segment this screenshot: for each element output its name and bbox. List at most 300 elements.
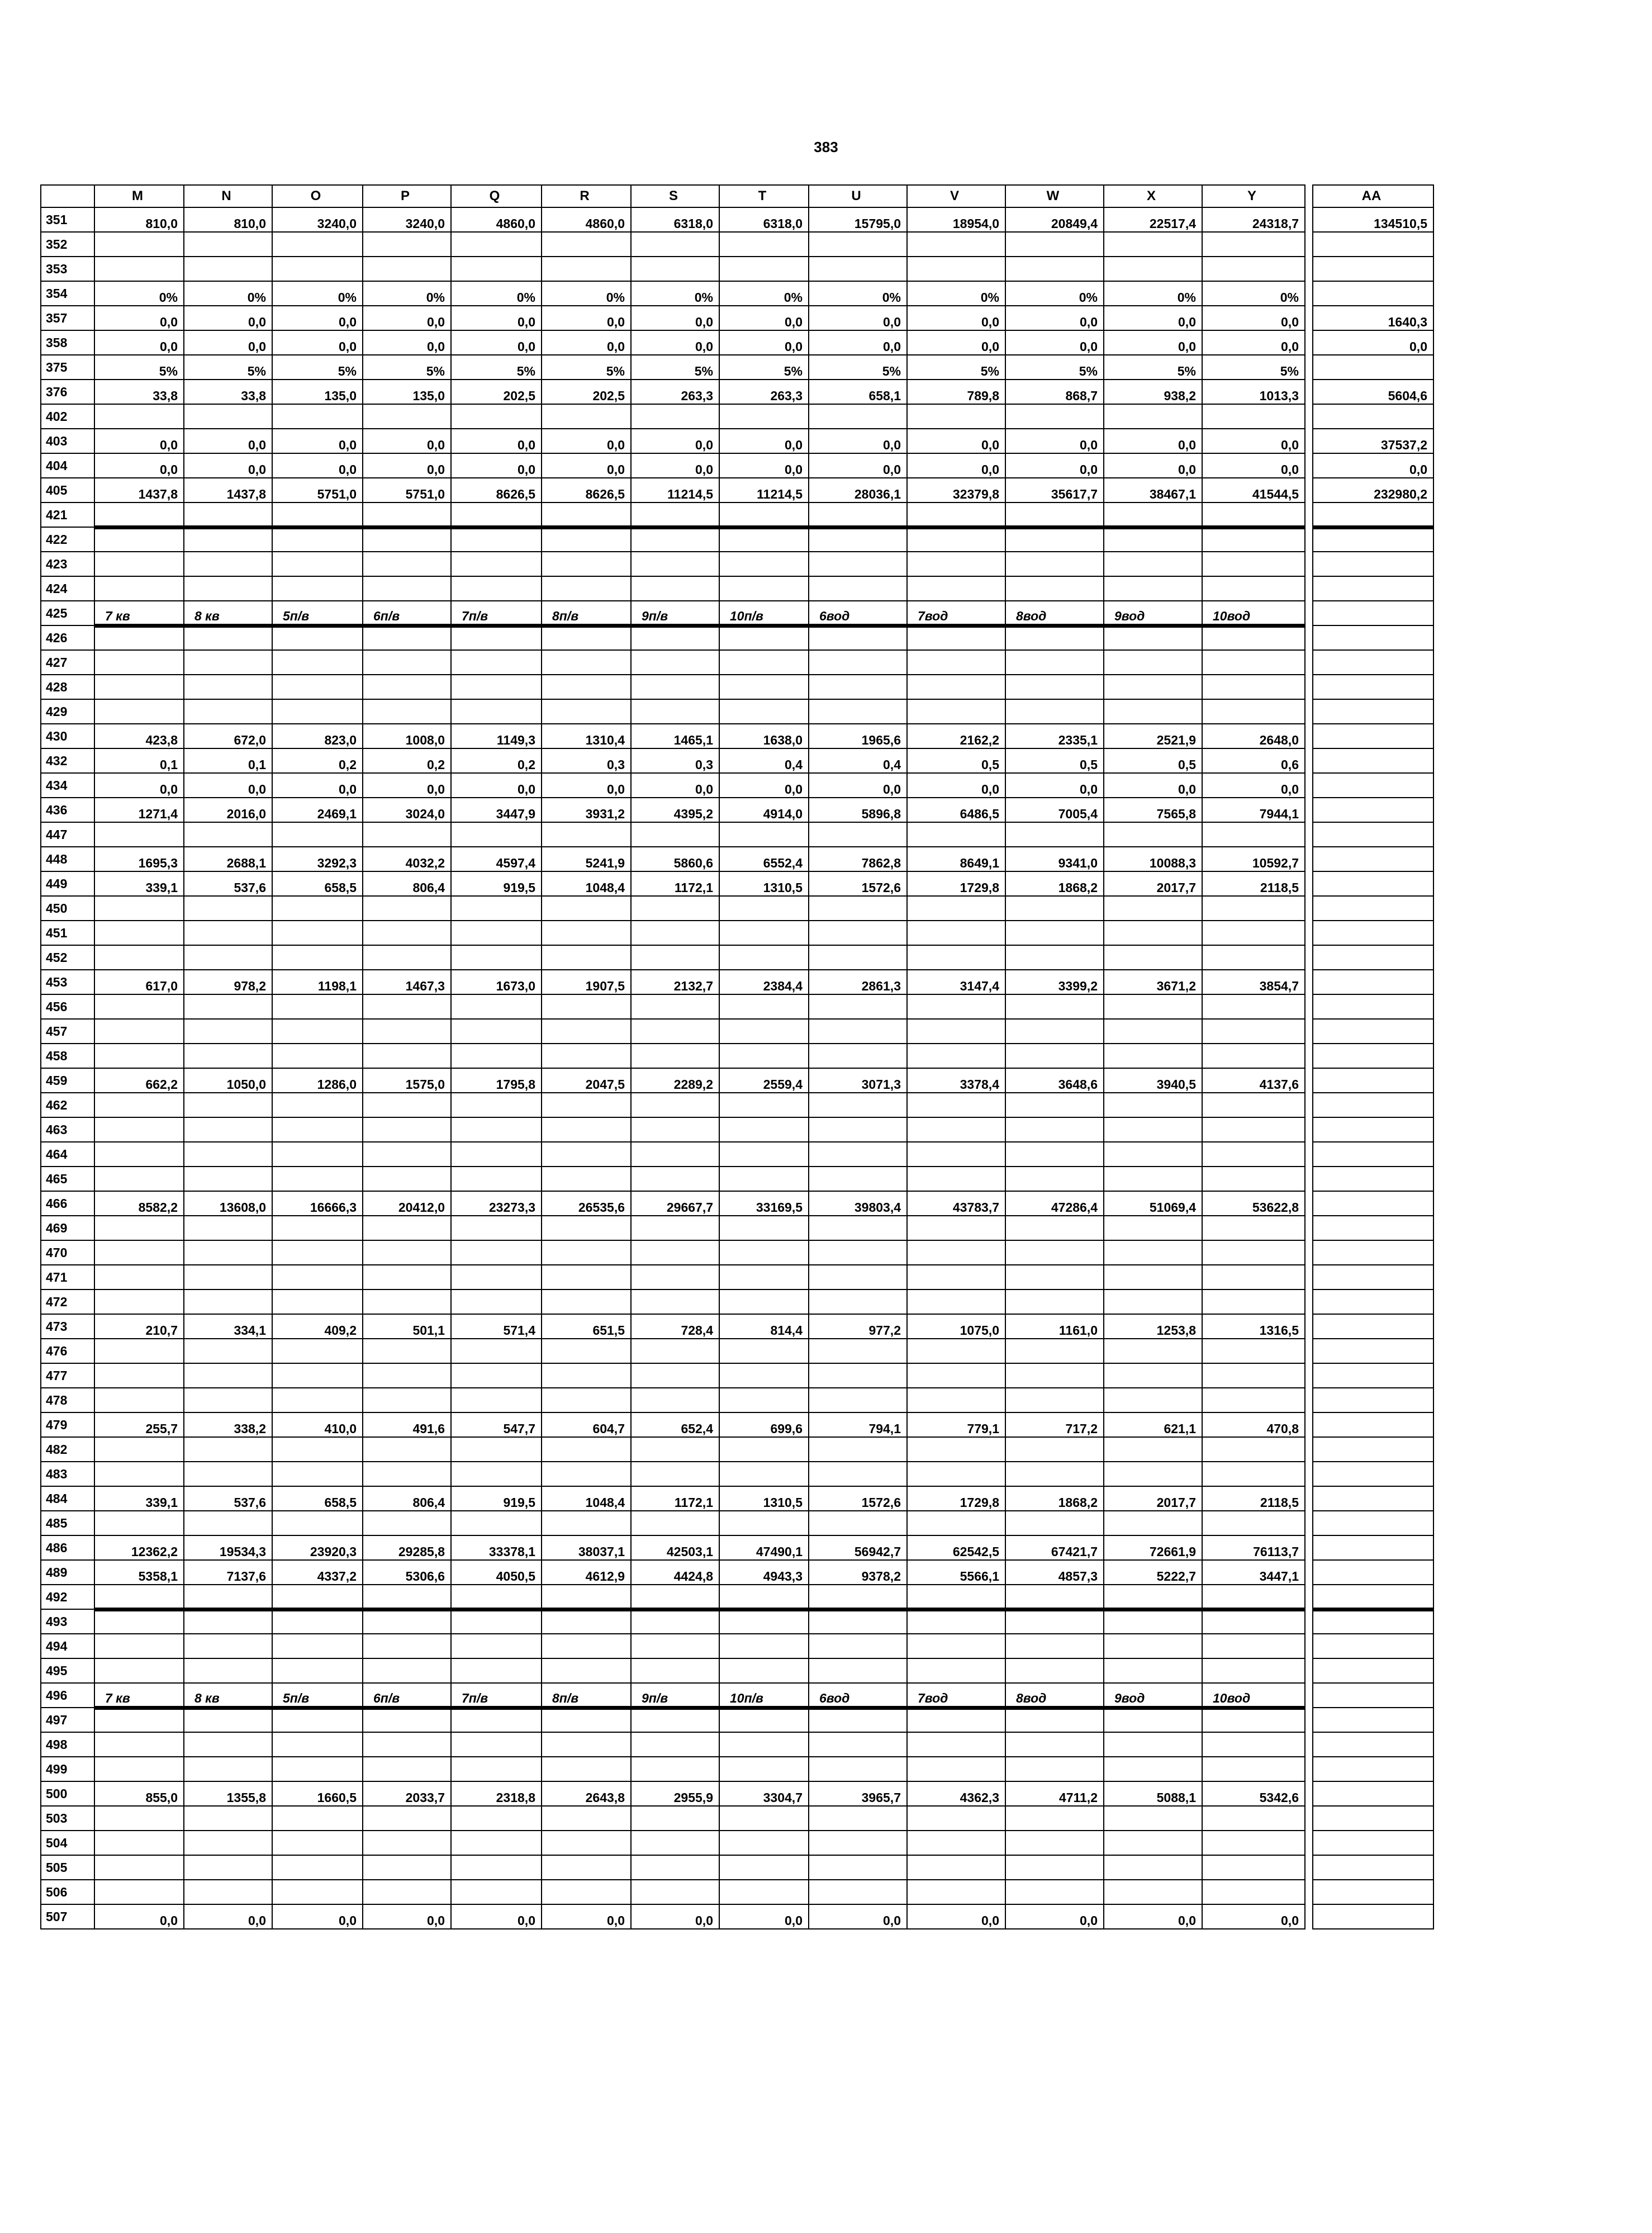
table-cell xyxy=(809,1044,907,1068)
table-cell xyxy=(809,1363,907,1388)
table-cell: 0,0 xyxy=(451,429,542,453)
table-cell: 0,0 xyxy=(94,330,184,355)
table-cell xyxy=(451,1240,542,1265)
table-cell xyxy=(907,257,1005,281)
column-gap xyxy=(1305,798,1313,822)
table-cell: 51069,4 xyxy=(1104,1191,1202,1216)
table-cell xyxy=(719,921,809,945)
table-row xyxy=(41,1412,1433,1437)
table-cell: 39803,4 xyxy=(809,1191,907,1216)
column-gap xyxy=(1305,1019,1313,1044)
table-cell xyxy=(94,675,184,699)
row-number: 470 xyxy=(41,1240,94,1265)
table-cell: 0,0 xyxy=(631,306,719,330)
table-cell xyxy=(1202,625,1305,650)
table-cell xyxy=(631,921,719,945)
table-row xyxy=(41,1388,1433,1412)
table-cell: 5% xyxy=(907,355,1005,380)
table-row xyxy=(41,1634,1433,1658)
table-cell-aa xyxy=(1313,724,1433,748)
table-cell: 0,0 xyxy=(907,773,1005,798)
table-cell xyxy=(94,527,184,552)
table-cell xyxy=(1005,1880,1104,1904)
table-cell xyxy=(451,1289,542,1314)
table-cell xyxy=(94,1855,184,1880)
table-cell xyxy=(907,1609,1005,1634)
table-cell: 0,0 xyxy=(272,773,363,798)
table-cell xyxy=(1005,1732,1104,1757)
table-cell: 978,2 xyxy=(184,970,272,994)
table-cell-aa xyxy=(1313,896,1433,921)
table-cell: 0,0 xyxy=(1104,1904,1202,1929)
table-cell xyxy=(451,404,542,429)
column-header-x: X xyxy=(1104,185,1202,207)
table-cell: 9341,0 xyxy=(1005,847,1104,871)
table-cell xyxy=(542,576,631,601)
table-cell: 11214,5 xyxy=(719,478,809,502)
table-cell xyxy=(1005,625,1104,650)
table-cell: 5751,0 xyxy=(363,478,451,502)
table-row xyxy=(41,1117,1433,1142)
table-cell: 1172,1 xyxy=(631,871,719,896)
table-cell xyxy=(272,699,363,724)
table-cell xyxy=(542,1167,631,1191)
row-number: 462 xyxy=(41,1093,94,1117)
table-cell-aa: 1640,3 xyxy=(1313,306,1433,330)
table-cell xyxy=(719,552,809,576)
table-cell xyxy=(542,1658,631,1683)
table-cell: 0,0 xyxy=(1202,773,1305,798)
table-cell: 3447,1 xyxy=(1202,1560,1305,1585)
table-cell xyxy=(363,1880,451,1904)
table-cell xyxy=(94,1609,184,1634)
table-cell xyxy=(272,1363,363,1388)
table-cell: 1316,5 xyxy=(1202,1314,1305,1339)
table-cell: 2162,2 xyxy=(907,724,1005,748)
table-cell: 1437,8 xyxy=(184,478,272,502)
column-gap xyxy=(1305,1609,1313,1634)
table-cell xyxy=(631,1757,719,1781)
table-cell xyxy=(272,1167,363,1191)
table-cell-aa xyxy=(1313,1486,1433,1511)
table-cell xyxy=(907,1437,1005,1462)
table-cell xyxy=(542,1019,631,1044)
table-cell: 15795,0 xyxy=(809,207,907,232)
table-cell xyxy=(451,1732,542,1757)
table-cell xyxy=(363,1019,451,1044)
table-cell: 334,1 xyxy=(184,1314,272,1339)
table-cell xyxy=(809,502,907,527)
column-gap xyxy=(1305,1167,1313,1191)
table-cell: 2335,1 xyxy=(1005,724,1104,748)
column-gap xyxy=(1305,1634,1313,1658)
table-cell: 2384,4 xyxy=(719,970,809,994)
table-cell xyxy=(184,1732,272,1757)
table-row xyxy=(41,921,1433,945)
table-cell: 3447,9 xyxy=(451,798,542,822)
table-cell xyxy=(907,1240,1005,1265)
table-cell xyxy=(94,1167,184,1191)
table-cell: 5% xyxy=(719,355,809,380)
table-cell xyxy=(631,1634,719,1658)
table-cell xyxy=(1104,1634,1202,1658)
table-cell xyxy=(907,1880,1005,1904)
table-cell xyxy=(272,1855,363,1880)
table-cell xyxy=(719,822,809,847)
table-cell xyxy=(809,1142,907,1167)
table-cell xyxy=(719,650,809,675)
table-cell: 263,3 xyxy=(631,380,719,404)
table-cell xyxy=(1104,527,1202,552)
table-cell: 1310,5 xyxy=(719,1486,809,1511)
table-row xyxy=(41,453,1433,478)
table-cell xyxy=(1104,675,1202,699)
table-cell xyxy=(272,921,363,945)
table-cell-aa xyxy=(1313,1412,1433,1437)
table-cell xyxy=(719,1167,809,1191)
table-cell xyxy=(1005,1117,1104,1142)
table-cell xyxy=(907,1634,1005,1658)
row-number: 426 xyxy=(41,625,94,650)
table-cell: 135,0 xyxy=(272,380,363,404)
table-cell xyxy=(1005,822,1104,847)
table-cell xyxy=(451,1216,542,1240)
table-cell: 202,5 xyxy=(451,380,542,404)
table-cell: 2861,3 xyxy=(809,970,907,994)
column-gap xyxy=(1305,355,1313,380)
table-cell xyxy=(809,1831,907,1855)
table-cell xyxy=(719,1044,809,1068)
table-cell: 6552,4 xyxy=(719,847,809,871)
table-cell xyxy=(272,1019,363,1044)
column-gap xyxy=(1305,945,1313,970)
table-cell xyxy=(907,822,1005,847)
table-cell: 7862,8 xyxy=(809,847,907,871)
table-cell xyxy=(1104,1339,1202,1363)
table-cell: 6п/в xyxy=(363,601,451,625)
table-cell xyxy=(184,404,272,429)
table-cell: 38037,1 xyxy=(542,1535,631,1560)
table-cell xyxy=(1104,1265,1202,1289)
table-cell: 1198,1 xyxy=(272,970,363,994)
table-cell xyxy=(363,1339,451,1363)
table-cell xyxy=(1005,994,1104,1019)
column-gap xyxy=(1305,185,1313,207)
row-number: 495 xyxy=(41,1658,94,1683)
table-cell xyxy=(542,896,631,921)
table-cell-aa xyxy=(1313,1167,1433,1191)
table-row xyxy=(41,1240,1433,1265)
row-number: 436 xyxy=(41,798,94,822)
table-cell xyxy=(631,404,719,429)
table-row xyxy=(41,576,1433,601)
table-cell xyxy=(451,1609,542,1634)
table-cell: 4424,8 xyxy=(631,1560,719,1585)
column-gap xyxy=(1305,1339,1313,1363)
table-cell xyxy=(542,625,631,650)
table-cell xyxy=(719,699,809,724)
table-cell xyxy=(184,1855,272,1880)
table-cell: 658,1 xyxy=(809,380,907,404)
table-cell xyxy=(363,921,451,945)
table-cell xyxy=(1104,502,1202,527)
table-cell: 7 кв xyxy=(94,601,184,625)
table-cell xyxy=(542,945,631,970)
table-cell: 0,0 xyxy=(1202,306,1305,330)
table-cell xyxy=(809,527,907,552)
table-cell xyxy=(542,675,631,699)
table-cell xyxy=(907,1708,1005,1732)
column-gap xyxy=(1305,527,1313,552)
table-cell: 9п/в xyxy=(631,1683,719,1708)
table-cell: 338,2 xyxy=(184,1412,272,1437)
table-cell xyxy=(719,1339,809,1363)
column-gap xyxy=(1305,822,1313,847)
table-cell: 2318,8 xyxy=(451,1781,542,1806)
table-cell xyxy=(184,1806,272,1831)
table-cell xyxy=(719,1388,809,1412)
table-cell: 0,0 xyxy=(542,773,631,798)
table-cell: 662,2 xyxy=(94,1068,184,1093)
table-cell: 501,1 xyxy=(363,1314,451,1339)
table-cell xyxy=(363,1855,451,1880)
table-cell xyxy=(451,1388,542,1412)
table-cell xyxy=(542,1216,631,1240)
table-cell: 20412,0 xyxy=(363,1191,451,1216)
column-gap xyxy=(1305,871,1313,896)
table-cell xyxy=(719,1093,809,1117)
table-cell xyxy=(94,921,184,945)
table-cell xyxy=(1202,1289,1305,1314)
column-gap xyxy=(1305,502,1313,527)
table-cell xyxy=(1202,1732,1305,1757)
table-cell xyxy=(907,1732,1005,1757)
table-cell: 810,0 xyxy=(184,207,272,232)
row-number: 422 xyxy=(41,527,94,552)
table-cell: 8626,5 xyxy=(451,478,542,502)
table-cell xyxy=(719,1806,809,1831)
table-cell xyxy=(1005,552,1104,576)
row-number: 472 xyxy=(41,1289,94,1314)
table-cell xyxy=(1104,1019,1202,1044)
table-row xyxy=(41,355,1433,380)
row-number: 456 xyxy=(41,994,94,1019)
table-cell: 0,0 xyxy=(451,306,542,330)
column-gap xyxy=(1305,1289,1313,1314)
table-cell: 9вод xyxy=(1104,1683,1202,1708)
table-cell xyxy=(272,1289,363,1314)
table-cell xyxy=(272,1658,363,1683)
table-cell xyxy=(809,1609,907,1634)
table-cell-aa xyxy=(1313,1265,1433,1289)
table-cell-aa xyxy=(1313,871,1433,896)
table-cell xyxy=(907,527,1005,552)
table-cell: 4860,0 xyxy=(542,207,631,232)
table-cell-aa xyxy=(1313,1240,1433,1265)
table-cell xyxy=(184,1388,272,1412)
table-cell xyxy=(907,502,1005,527)
table-cell: 33378,1 xyxy=(451,1535,542,1560)
column-header-r: R xyxy=(542,185,631,207)
row-number: 469 xyxy=(41,1216,94,1240)
column-gap xyxy=(1305,1462,1313,1486)
table-cell xyxy=(184,1093,272,1117)
table-cell xyxy=(184,1708,272,1732)
table-cell xyxy=(272,1585,363,1609)
table-row xyxy=(41,1781,1433,1806)
table-cell-aa xyxy=(1313,1732,1433,1757)
table-cell xyxy=(719,1265,809,1289)
table-cell xyxy=(1005,1167,1104,1191)
table-cell xyxy=(1202,404,1305,429)
table-cell xyxy=(809,1289,907,1314)
table-cell: 728,4 xyxy=(631,1314,719,1339)
table-cell: 3147,4 xyxy=(907,970,1005,994)
row-number: 375 xyxy=(41,355,94,380)
table-cell: 5222,7 xyxy=(1104,1560,1202,1585)
column-header-v: V xyxy=(907,185,1005,207)
table-cell xyxy=(542,1437,631,1462)
column-gap xyxy=(1305,699,1313,724)
table-cell: 4612,9 xyxy=(542,1560,631,1585)
table-cell xyxy=(451,1757,542,1781)
row-number: 457 xyxy=(41,1019,94,1044)
table-cell: 135,0 xyxy=(363,380,451,404)
table-cell xyxy=(907,945,1005,970)
table-cell xyxy=(363,675,451,699)
table-cell xyxy=(363,1240,451,1265)
table-cell: 41544,5 xyxy=(1202,478,1305,502)
corner-cell xyxy=(41,185,94,207)
table-cell-aa xyxy=(1313,257,1433,281)
table-cell: 10592,7 xyxy=(1202,847,1305,871)
table-cell xyxy=(907,232,1005,257)
table-cell xyxy=(94,1708,184,1732)
table-cell: 18954,0 xyxy=(907,207,1005,232)
table-cell xyxy=(272,1880,363,1904)
table-cell xyxy=(363,1363,451,1388)
table-cell xyxy=(631,822,719,847)
table-cell xyxy=(272,896,363,921)
table-cell xyxy=(94,699,184,724)
table-cell xyxy=(94,257,184,281)
table-cell xyxy=(451,650,542,675)
spreadsheet xyxy=(40,184,1434,1929)
table-cell xyxy=(184,1044,272,1068)
table-cell: 0,0 xyxy=(809,429,907,453)
table-row xyxy=(41,478,1433,502)
table-cell: 1075,0 xyxy=(907,1314,1005,1339)
table-cell xyxy=(542,1388,631,1412)
table-cell-aa xyxy=(1313,552,1433,576)
table-row xyxy=(41,1880,1433,1904)
data-table xyxy=(40,184,1434,1929)
table-cell: 0% xyxy=(809,281,907,306)
table-cell xyxy=(1104,650,1202,675)
table-cell xyxy=(184,1363,272,1388)
table-cell xyxy=(631,1240,719,1265)
table-cell: 19534,3 xyxy=(184,1535,272,1560)
table-cell xyxy=(363,404,451,429)
column-gap xyxy=(1305,1216,1313,1240)
table-cell xyxy=(1202,1585,1305,1609)
table-cell: 4395,2 xyxy=(631,798,719,822)
table-cell: 810,0 xyxy=(94,207,184,232)
table-cell xyxy=(907,1806,1005,1831)
column-gap xyxy=(1305,1511,1313,1535)
table-cell: 1355,8 xyxy=(184,1781,272,1806)
table-cell xyxy=(1104,1855,1202,1880)
table-cell: 22517,4 xyxy=(1104,207,1202,232)
table-cell-aa xyxy=(1313,1363,1433,1388)
table-cell: 7 кв xyxy=(94,1683,184,1708)
table-cell xyxy=(631,650,719,675)
table-cell: 0,5 xyxy=(907,748,1005,773)
table-cell xyxy=(1005,1388,1104,1412)
table-row xyxy=(41,1831,1433,1855)
table-cell xyxy=(272,527,363,552)
table-cell xyxy=(272,257,363,281)
row-number: 493 xyxy=(41,1609,94,1634)
table-cell: 0,0 xyxy=(719,773,809,798)
table-cell xyxy=(1005,1757,1104,1781)
table-cell: 0,0 xyxy=(94,429,184,453)
table-cell xyxy=(719,1363,809,1388)
table-cell: 672,0 xyxy=(184,724,272,748)
table-row xyxy=(41,1314,1433,1339)
table-row xyxy=(41,1019,1433,1044)
table-cell xyxy=(1104,1658,1202,1683)
table-cell xyxy=(94,1757,184,1781)
table-cell: 11214,5 xyxy=(631,478,719,502)
table-cell xyxy=(542,699,631,724)
table-cell xyxy=(184,1142,272,1167)
column-gap xyxy=(1305,1757,1313,1781)
column-gap xyxy=(1305,1044,1313,1068)
table-cell: 7п/в xyxy=(451,601,542,625)
table-cell: 717,2 xyxy=(1005,1412,1104,1437)
table-cell: 0,0 xyxy=(451,330,542,355)
table-row xyxy=(41,675,1433,699)
column-gap xyxy=(1305,1585,1313,1609)
table-cell: 0% xyxy=(272,281,363,306)
table-cell xyxy=(363,1117,451,1142)
table-cell xyxy=(1005,1339,1104,1363)
table-cell xyxy=(1005,232,1104,257)
table-cell xyxy=(631,1855,719,1880)
table-row xyxy=(41,257,1433,281)
table-cell: 5241,9 xyxy=(542,847,631,871)
row-number: 507 xyxy=(41,1904,94,1929)
table-cell xyxy=(1104,945,1202,970)
table-cell-aa xyxy=(1313,822,1433,847)
row-number: 473 xyxy=(41,1314,94,1339)
table-cell xyxy=(94,1462,184,1486)
table-cell xyxy=(451,552,542,576)
table-cell-aa xyxy=(1313,404,1433,429)
table-cell xyxy=(719,1609,809,1634)
table-cell: 5п/в xyxy=(272,601,363,625)
table-cell xyxy=(272,1634,363,1658)
column-header-row xyxy=(41,185,1433,207)
table-cell: 0,0 xyxy=(907,429,1005,453)
table-cell: 0,0 xyxy=(719,1904,809,1929)
table-cell xyxy=(719,994,809,1019)
table-cell xyxy=(451,1585,542,1609)
table-cell: 43783,7 xyxy=(907,1191,1005,1216)
table-cell xyxy=(1202,232,1305,257)
table-cell: 0,4 xyxy=(719,748,809,773)
